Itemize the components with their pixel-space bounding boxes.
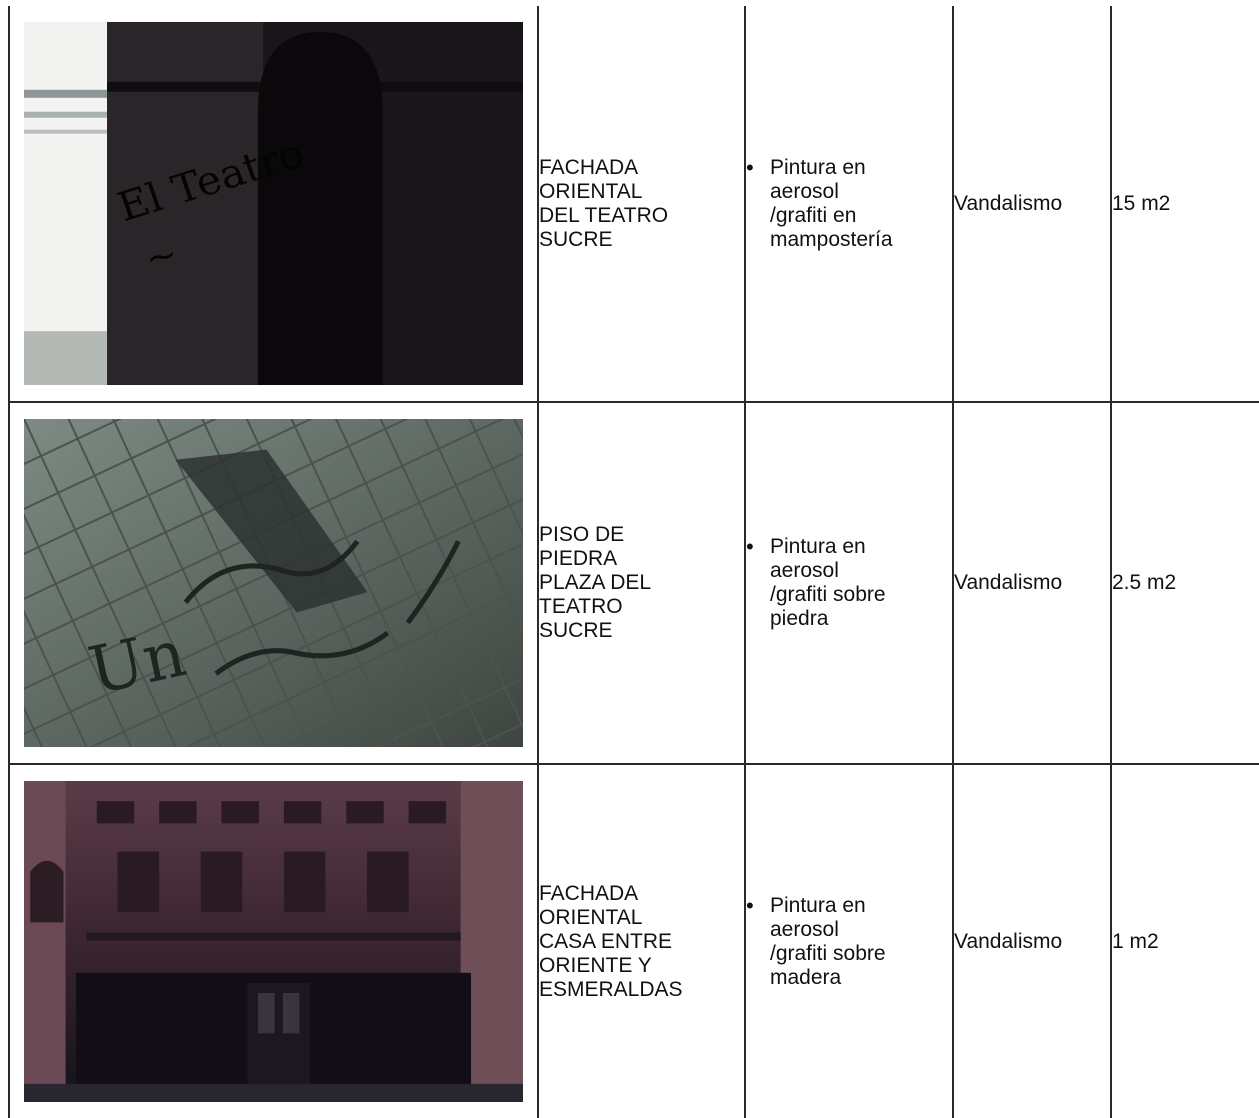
cause-text: Vandalismo: [954, 929, 1063, 953]
location-text: FACHADA ORIENTAL CASA ENTRE ORIENTE Y ESMERALDAS: [539, 881, 683, 1001]
location-cell: [538, 6, 745, 402]
photo-graffiti-text-2: ~: [141, 232, 182, 280]
photo-graffiti-text: Un: [82, 615, 193, 710]
photo-graffiti-text: El Teatro: [111, 129, 310, 231]
description-text: • Pintura en aerosol /grafiti sobre piedra: [770, 535, 886, 630]
description-list: [746, 535, 952, 631]
description-text: • Pintura en aerosol /grafiti sobre madera: [770, 893, 886, 989]
area-text: 1 m2: [1112, 929, 1159, 953]
cause-text: Vandalismo: [954, 191, 1063, 215]
cause-text: Vandalismo: [954, 571, 1063, 594]
photo-cell: [9, 6, 538, 402]
description-list: [746, 156, 952, 252]
area-cell: [1111, 402, 1259, 764]
description-item: [770, 535, 952, 631]
description-cell: [745, 764, 953, 1118]
area-cell: [1111, 6, 1259, 402]
photo-cell: [9, 402, 538, 764]
location-text: FACHADA ORIENTAL DEL TEATRO SUCRE: [539, 155, 669, 251]
description-text: • Pintura en aerosol /grafiti en mampostería: [770, 155, 893, 251]
description-item: [770, 156, 952, 252]
description-cell: [745, 6, 953, 402]
location-text: PISO DE PIEDRA PLAZA DEL TEATRO SUCRE: [539, 523, 652, 642]
photo-cell: [9, 764, 538, 1118]
location-cell: [538, 402, 745, 764]
area-cell: [1111, 764, 1259, 1118]
description-list: [746, 894, 952, 990]
description-cell: [745, 402, 953, 764]
description-item: [770, 894, 952, 990]
cause-cell: [953, 764, 1111, 1118]
cause-cell: [953, 402, 1111, 764]
graffiti-inventory-table: [8, 6, 1259, 1118]
table-row: [9, 402, 1259, 764]
area-text: 2.5 m2: [1112, 571, 1177, 594]
photo-facade-teatro-sucre: [24, 22, 523, 385]
area-text: 15 m2: [1112, 191, 1171, 215]
photo-house-facade: [24, 781, 523, 1102]
table-row: [9, 6, 1259, 402]
cause-cell: [953, 6, 1111, 402]
table-row: [9, 764, 1259, 1118]
location-cell: [538, 764, 745, 1118]
photo-stone-floor-plaza: [24, 419, 523, 747]
